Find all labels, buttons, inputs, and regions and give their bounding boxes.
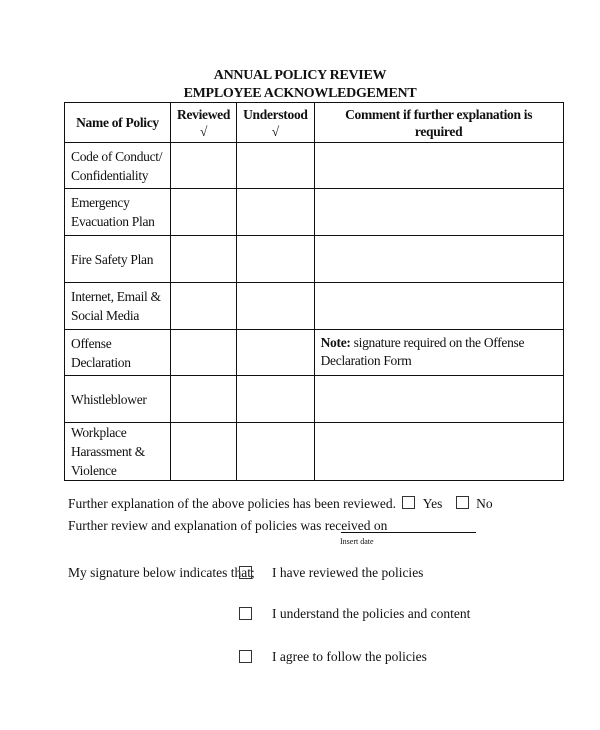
understood-cell[interactable] <box>237 376 315 423</box>
signature-intro: My signature below indicates that; <box>68 565 255 580</box>
policy-name: Whistleblower <box>65 376 171 423</box>
header-name-of-policy: Name of Policy <box>65 103 171 143</box>
date-input-line[interactable] <box>341 517 476 533</box>
yes-label: Yes <box>422 496 443 511</box>
comment-cell[interactable] <box>314 236 563 283</box>
table-row <box>65 376 564 423</box>
comment-cell[interactable] <box>314 330 563 376</box>
signature-item-label: I agree to follow the policies <box>272 649 427 664</box>
understood-cell[interactable] <box>237 143 315 189</box>
table-row <box>65 236 564 283</box>
policy-name: Internet, Email & Social Media <box>65 283 171 330</box>
signature-checkbox[interactable] <box>239 566 252 579</box>
understood-cell[interactable] <box>237 423 315 481</box>
table-row <box>65 189 564 236</box>
policy-name: Offense Declaration <box>65 330 171 376</box>
table-row <box>65 143 564 189</box>
reviewed-cell[interactable] <box>171 330 237 376</box>
policy-name: Emergency Evacuation Plan <box>65 189 171 236</box>
signature-item-label: I understand the policies and content <box>272 606 471 621</box>
reviewed-cell[interactable] <box>171 236 237 283</box>
no-label: No <box>476 496 493 511</box>
policy-name: Fire Safety Plan <box>65 236 171 283</box>
reviewed-cell[interactable] <box>171 376 237 423</box>
understood-cell[interactable] <box>237 189 315 236</box>
understood-cell[interactable] <box>237 330 315 376</box>
comment-text: signature required on the Offense Declaration Form <box>320 335 525 368</box>
comment-cell[interactable] <box>314 423 563 481</box>
policy-table <box>64 102 564 481</box>
signature-checkbox[interactable] <box>239 607 252 620</box>
comment-cell[interactable] <box>314 189 563 236</box>
signature-checkbox[interactable] <box>239 650 252 663</box>
document-subtitle: EMPLOYEE ACKNOWLEDGEMENT <box>183 86 417 101</box>
understood-cell[interactable] <box>237 283 315 330</box>
reviewed-cell[interactable] <box>171 189 237 236</box>
header-comment: Comment if further explanation is required <box>314 103 563 143</box>
no-checkbox[interactable] <box>456 496 469 509</box>
header-understood-label: Understood <box>243 107 308 122</box>
policy-name: Workplace Harassment & Violence <box>65 423 171 481</box>
comment-cell[interactable] <box>314 143 563 189</box>
insert-date-caption: Insert date <box>340 537 374 546</box>
further-explanation-line <box>68 496 493 512</box>
header-reviewed <box>171 103 237 143</box>
check-mark-icon: √ <box>271 124 279 139</box>
further-review-text: Further review and explanation of policies was received on <box>68 518 388 533</box>
comment-cell[interactable] <box>314 283 563 330</box>
further-explanation-text: Further explanation of the above policies has been reviewed. <box>68 496 397 511</box>
document-title: ANNUAL POLICY REVIEW <box>213 68 387 83</box>
reviewed-cell[interactable] <box>171 423 237 481</box>
table-row <box>65 423 564 481</box>
comment-label: Note: <box>320 335 351 350</box>
comment-cell[interactable] <box>314 376 563 423</box>
reviewed-cell[interactable] <box>171 283 237 330</box>
understood-cell[interactable] <box>237 236 315 283</box>
check-mark-icon: √ <box>199 124 208 139</box>
header-reviewed-label: Reviewed <box>177 107 231 122</box>
table-header-row <box>65 103 564 143</box>
signature-item-label: I have reviewed the policies <box>272 565 424 580</box>
policy-name: Code of Conduct/ Confidentiality <box>65 143 171 189</box>
yes-checkbox[interactable] <box>402 496 415 509</box>
header-understood <box>237 103 315 143</box>
table-row <box>65 330 564 376</box>
table-row <box>65 283 564 330</box>
reviewed-cell[interactable] <box>171 143 237 189</box>
